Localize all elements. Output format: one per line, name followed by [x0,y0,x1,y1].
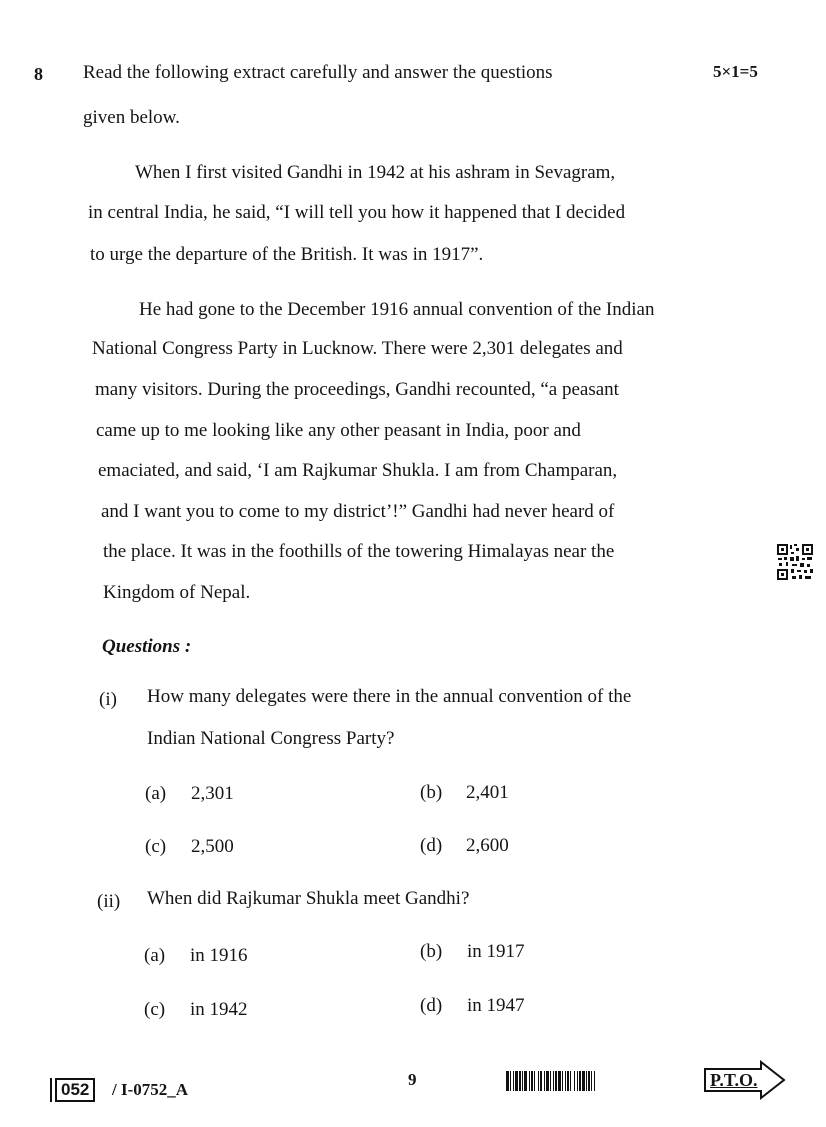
sub-question-text: When did Rajkumar Shukla meet Gandhi? [147,888,470,909]
passage-line: emaciated, and said, ‘I am Rajkumar Shukla. I am from Champaran, [98,460,618,481]
question-intro-line2: given below. [83,107,180,128]
option-text: in 1916 [190,945,248,966]
option-label: (a) [144,945,166,966]
passage-line: When I first visited Gandhi in 1942 at his ashram in Sevagram, [135,162,616,183]
page-number: 9 [408,1070,417,1089]
qr-code-icon [776,543,814,581]
passage-line: came up to me looking like any other peasant in India, poor and [96,420,581,441]
sub-question-number: (i) [99,689,117,710]
question-marks: 5×1=5 [713,62,758,81]
option-text: 2,301 [191,783,234,804]
passage-line: and I want you to come to my district’!” Gandhi had never heard of [101,501,615,522]
passage-line: Kingdom of Nepal. [103,582,251,603]
sub-question-number: (ii) [97,891,121,912]
question-intro-line1: Read the following extract carefully and answer the questions [83,62,553,83]
passage-line: National Congress Party in Lucknow. There were 2,301 delegates and [92,338,623,359]
option-text: in 1917 [467,941,525,962]
passage-line: the place. It was in the foothills of the towering Himalayas near the [103,541,615,562]
option-label: (d) [420,995,443,1016]
option-label: (c) [144,999,166,1020]
paper-id: / I-0752_A [112,1080,189,1099]
option-label: (b) [420,782,443,803]
passage-line: in central India, he said, “I will tell you how it happened that I decided [88,202,626,223]
option-text: 2,401 [466,782,509,803]
passage-line: to urge the departure of the British. It was in 1917”. [90,244,484,265]
option-label: (b) [420,941,443,962]
paper-code-box: 052 [55,1078,95,1102]
sub-question-text: Indian National Congress Party? [147,728,395,749]
option-label: (d) [420,835,443,856]
passage-line: He had gone to the December 1916 annual convention of the Indian [139,299,655,320]
option-text: 2,600 [466,835,509,856]
sub-question-text: How many delegates were there in the annual convention of the [147,686,632,707]
questions-heading: Questions : [102,636,192,657]
option-text: 2,500 [191,836,234,857]
option-text: in 1947 [467,995,525,1016]
pto-label: P.T.O. [710,1070,758,1090]
passage-line: many visitors. During the proceedings, Gandhi recounted, “a peasant [95,379,619,400]
option-text: in 1942 [190,999,248,1020]
option-label: (c) [145,836,167,857]
barcode-icon [506,1071,598,1091]
option-label: (a) [145,783,167,804]
question-number: 8 [34,64,43,84]
